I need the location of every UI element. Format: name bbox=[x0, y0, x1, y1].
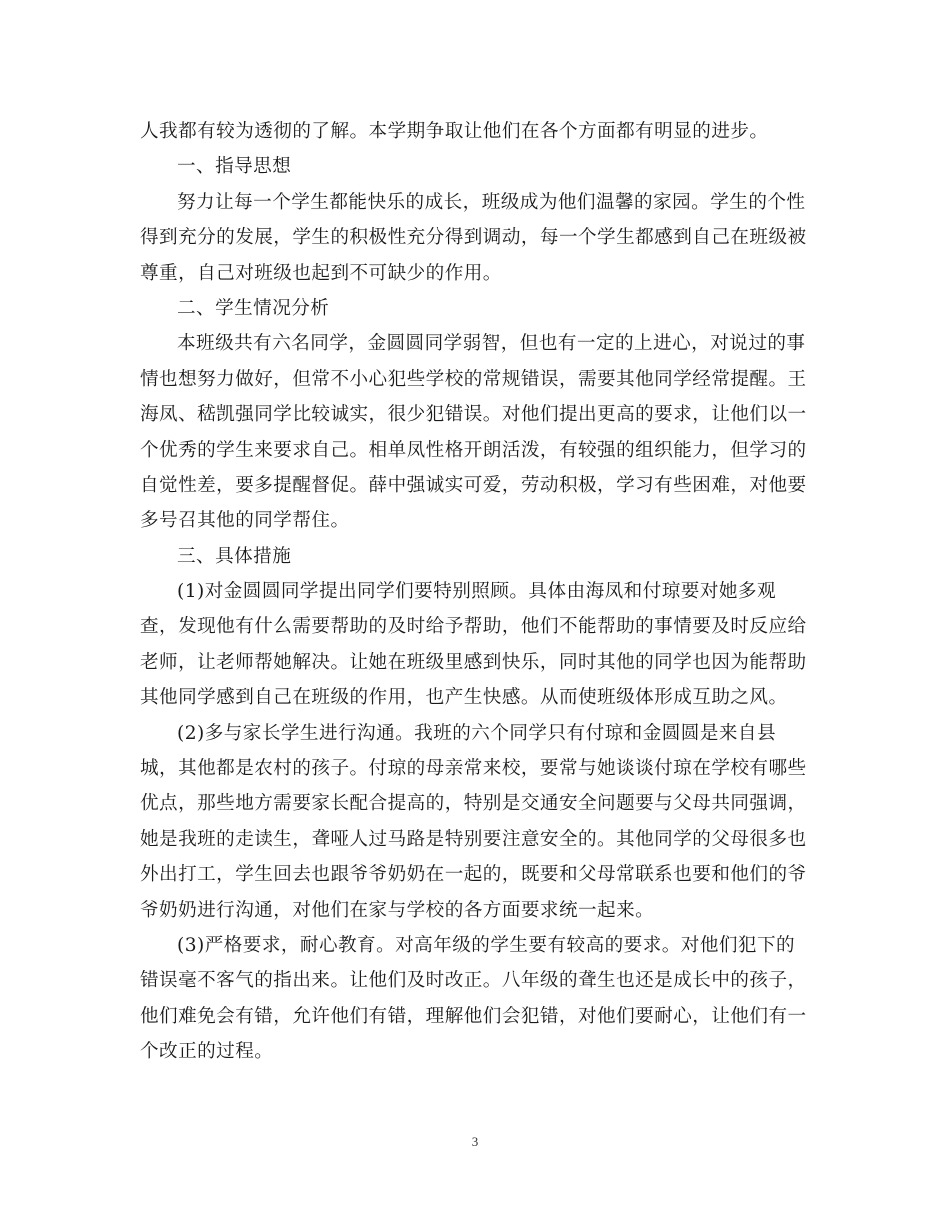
page-number: 3 bbox=[471, 1134, 479, 1149]
text-line: 二、学生情况分析 bbox=[177, 297, 330, 319]
text-line: 多号召其他的同学帮住。 bbox=[140, 510, 350, 532]
text-line: 一、指导思想 bbox=[177, 156, 292, 178]
text-line: 其他同学感到自己在班级的作用，也产生快感。从而使班级体形成互助之风。 bbox=[140, 687, 788, 709]
text-line: 查，发现他有什么需要帮助的及时给予帮助，他们不能帮助的事情要及时反应给 bbox=[140, 616, 807, 638]
text-line: (2)多与家长学生进行沟通。我班的六个同学只有付琼和金圆圆是来自县 bbox=[177, 722, 777, 744]
text-line: 个改正的过程。 bbox=[140, 1041, 274, 1063]
text-line: 城，其他都是农村的孩子。付琼的母亲常来校，要常与她谈谈付琼在学校有哪些 bbox=[140, 758, 807, 780]
text-line: (1)对金圆圆同学提出同学们要特别照顾。具体由海凤和付琼要对她多观 bbox=[177, 581, 777, 603]
text-line: 错误毫不客气的指出来。让他们及时改正。八年级的聋生也还是成长中的孩子， bbox=[140, 970, 807, 992]
text-line: 老师，让老师帮她解决。让她在班级里感到快乐，同时其他的同学也因为能帮助 bbox=[140, 651, 807, 673]
text-line: 自觉性差，要多提醒督促。薛中强诚实可爱，劳动积极，学习有些困难，对他要 bbox=[140, 474, 807, 496]
text-line: 爷奶奶进行沟通，对他们在家与学校的各方面要求统一起来。 bbox=[140, 899, 655, 921]
text-line: 三、具体措施 bbox=[177, 545, 292, 567]
text-line: 人我都有较为透彻的了解。本学期争取让他们在各个方面都有明显的进步。 bbox=[140, 121, 769, 142]
text-line: 他们难免会有错，允许他们有错，理解他们会犯错，对他们要耐心，让他们有一 bbox=[140, 1005, 807, 1027]
text-line: 她是我班的走读生，聋哑人过马路是特别要注意安全的。其他同学的父母很多也 bbox=[140, 828, 807, 850]
text-line: 努力让每一个学生都能快乐的成长，班级成为他们温馨的家园。学生的个性 bbox=[177, 191, 806, 213]
text-line: 尊重，自己对班级也起到不可缺少的作用。 bbox=[140, 262, 502, 284]
text-line: 得到充分的发展，学生的积极性充分得到调动，每一个学生都感到自己在班级被 bbox=[140, 227, 807, 249]
text-line: 情也想努力做好，但常不小心犯些学校的常规错误，需要其他同学经常提醒。王 bbox=[140, 368, 807, 390]
text-line: 海凤、嵇凯强同学比较诚实，很少犯错误。对他们提出更高的要求，让他们以一 bbox=[140, 404, 807, 426]
text-line: 外出打工，学生回去也跟爷爷奶奶在一起的，既要和父母常联系也要和他们的爷 bbox=[140, 864, 807, 886]
text-line: 个优秀的学生来要求自己。相单凤性格开朗活泼，有较强的组织能力，但学习的 bbox=[140, 439, 807, 461]
text-line: (3)严格要求，耐心教育。对高年级的学生要有较高的要求。对他们犯下的 bbox=[177, 934, 796, 956]
document-body bbox=[140, 114, 812, 1070]
text-line: 优点，那些地方需要家长配合提高的，特别是交通安全问题要与父母共同强调， bbox=[140, 793, 807, 815]
text-line: 本班级共有六名同学，金圆圆同学弱智，但也有一定的上进心，对说过的事 bbox=[177, 333, 806, 355]
